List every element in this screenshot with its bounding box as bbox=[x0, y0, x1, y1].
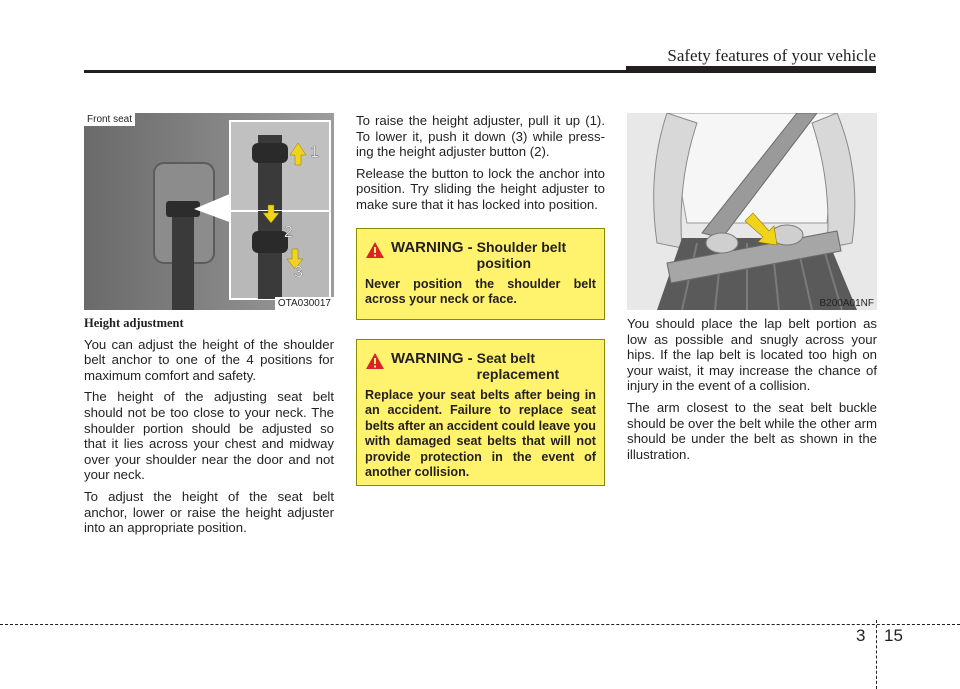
callout-3: 3 bbox=[294, 264, 303, 281]
front-seat-illustration bbox=[84, 113, 334, 310]
warning-body: Replace your seat belts after being in an accident. Failure to replace seat belts after an accident could leave you with damaged seat belts that will not provide protection in the event of another collision. bbox=[365, 388, 596, 480]
header-rule-accent bbox=[626, 66, 876, 73]
footer-rule bbox=[0, 624, 960, 625]
section-heading: Height adjustment bbox=[84, 316, 184, 330]
paragraph: The arm closest to the seat belt buckle should be over the belt while the other arm should be under the belt as shown in the illustration. bbox=[627, 399, 877, 462]
warning-header bbox=[365, 239, 596, 271]
warning-label: WARNING - bbox=[391, 350, 473, 367]
paragraph: You can adjust the height of the shoulder belt anchor to one of the 4 positions for maximum comfort and safety. bbox=[84, 336, 334, 383]
warning-triangle-icon bbox=[365, 352, 385, 370]
figure-label: Front seat bbox=[84, 113, 135, 126]
footer-divider bbox=[876, 620, 877, 689]
warning-box-shoulder-belt bbox=[356, 228, 605, 320]
page-header-title: Safety features of your vehicle bbox=[667, 46, 876, 65]
figure-code: OTA030017 bbox=[275, 297, 334, 310]
warning-title: Seat belt replacement bbox=[476, 350, 560, 382]
column-right bbox=[627, 316, 877, 468]
column-middle bbox=[356, 113, 605, 219]
figure-front-seat bbox=[84, 113, 334, 310]
paragraph: Release the button to lock the anchor into position. Try sliding the height adjuster to make sure that it has locked into position. bbox=[356, 165, 605, 212]
warning-label: WARNING - bbox=[391, 239, 473, 256]
page-number: 15 bbox=[884, 626, 903, 645]
chapter-number: 3 bbox=[856, 626, 866, 645]
paragraph: To adjust the height of the seat belt anchor, lower or raise the height adjuster into an appropriate position. bbox=[84, 488, 334, 536]
warning-body: Never position the shoulder belt across your neck or face. bbox=[365, 277, 596, 307]
paragraph: To raise the height adjuster, pull it up (1). To lower it, push it down (3) while press-ing the height adjuster button (2). bbox=[356, 113, 605, 160]
callout-1: 1 bbox=[310, 144, 319, 161]
figure-lap-belt bbox=[627, 113, 877, 310]
column-left bbox=[84, 316, 334, 542]
warning-title: Shoulder belt position bbox=[476, 239, 567, 271]
callout-2: 2 bbox=[284, 224, 293, 241]
lap-belt-illustration bbox=[627, 113, 877, 310]
paragraph: You should place the lap belt portion as low as possible and snugly across your hips. If the lap belt is located too high on your waist, it may increase the chance of injury in the event of a collision. bbox=[627, 316, 877, 394]
figure-code: B200A01NF bbox=[819, 298, 874, 309]
warning-header bbox=[365, 350, 596, 382]
warning-triangle-icon bbox=[365, 241, 385, 259]
paragraph: The height of the adjusting seat belt should not be too close to your neck. The shoulder portion should be adjusted so that it lies across your chest and midway over your shoulder near the door and not your neck. bbox=[84, 389, 334, 483]
warning-box-belt-replacement bbox=[356, 339, 605, 486]
